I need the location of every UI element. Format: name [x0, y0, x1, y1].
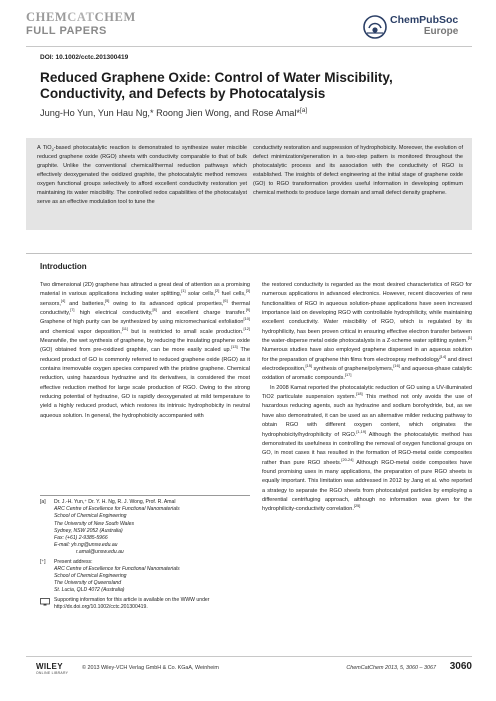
- present-address-footnote: [40, 559, 250, 595]
- author-list: [40, 108, 460, 118]
- footnote-line: ARC Centre of Excellence for Functional Nanomaterials: [54, 506, 180, 513]
- header-divider: [26, 46, 472, 47]
- footer-divider: [26, 656, 472, 657]
- chempubsoc-logo: [362, 14, 472, 42]
- chempubsoc-emblem-icon: [362, 14, 388, 40]
- wiley-subline: ONLINE LIBRARY: [36, 671, 69, 675]
- email-link[interactable]: E-mail: yh.ng@unsw.edu.au: [54, 542, 118, 549]
- footnotes: [40, 499, 250, 611]
- monitor-icon: [40, 598, 50, 606]
- footnote-line: Sydney, NSW 2052 (Australia): [54, 527, 123, 534]
- section-divider: [26, 253, 472, 254]
- abstract: [26, 138, 472, 230]
- journal-header: [26, 10, 472, 44]
- body-column-left: [40, 281, 250, 421]
- abstract-subscript: 2: [51, 147, 54, 153]
- introduction-heading: Introduction: [40, 262, 87, 271]
- journal-name: [26, 10, 136, 25]
- journal-name-prefix: CHEM: [26, 10, 68, 24]
- footnote-body: [54, 559, 250, 595]
- footnote-line: School of Chemical Engineering: [54, 573, 127, 580]
- brand-region: Europe: [423, 26, 459, 37]
- journal-name-mid: CAT: [67, 10, 95, 24]
- abstract-column-right: conductivity restoration and suppression of hydrophobicity. Moreover, the evolution of defect minimization/generation in a two-step pattern is monitored throughout the photocatalytic process and its association with the conductivity of RGO is established. The insights of defect engineering at the initial stage of graphene oxide (GO) to RGO transformation provides useful information in developing optimum chemical methods to produce large domain and small defect density graphene.: [253, 145, 463, 196]
- paragraph: In 2008 Kamat reported the photocatalytic reduction of GO using a UV-illuminated TiO2 particulate suspension system.[18] This method not only avoids the use of hazardous reducing agents, such as hydrazine and sodium borohydride, but, as we have also demonstrated, it can be used as an alternative milder reducing pathway to obtain RGO with different oxygen content, which originates the hydrophobicity/hydrophilicity of RGO.[1,19] Although the photocatalytic method has demonstrated its usefulness in controlling the removal of oxygen functional groups on GO, in most cases it has resulted in the formation of RGO-metal oxide composites rather than pure RGO sheets.[20-24] Although RGO-metal oxide composites have found promising uses in many applications, the preparation of pure RGO sheets is equally important. This limitation was addressed in 2012 by Jang et al. who reported a strategy to separate the RGO sheets from photocatalyst particles by employing a differential centrifuging approach, although no information was given for the hydrophilicity-conductivity correlation.[25]: [262, 384, 473, 513]
- citation: ChemCatChem 2013, 5, 3060 – 3067: [346, 665, 436, 671]
- section-label: FULL PAPERS: [26, 25, 107, 37]
- footnote-body: [54, 499, 250, 557]
- footnote-line: The University of New South Wales: [54, 520, 135, 527]
- footnote-line: Present address:: [54, 558, 93, 565]
- body-column-right: [262, 281, 472, 515]
- brand-text: [390, 15, 458, 37]
- supporting-info-link[interactable]: Supporting information for this article is available on the WWW under http://dx.doi.org/10.1002/cctc.201300419.: [54, 596, 210, 610]
- footnote-line: Dr. J.-H. Yun,⁺ Dr. Y. H. Ng, R. J. Wong, Prof. R. Amal: [54, 499, 176, 505]
- page-number: 3060: [449, 661, 472, 672]
- footnote-line: St. Lucia, QLD 4072 (Australia): [54, 587, 125, 594]
- journal-name-suffix: CHEM: [94, 10, 136, 24]
- wiley-logo: [36, 662, 76, 676]
- email-link[interactable]: r.amal@unsw.edu.au: [76, 549, 124, 556]
- footnote-line: School of Chemical Engineering: [54, 513, 127, 520]
- author-affiliation-mark: [a]: [299, 106, 308, 114]
- supporting-info-note: [40, 597, 250, 611]
- footnote-line: The University of Queensland: [54, 580, 122, 587]
- paragraph: the restored conductivity is regarded as the most desired characteristics of RGO for numerous applications in advanced electronics. However, recent discoveries of new functionalities of RGO in aqueous solution-phase applications have seen increased importance laid on developing RGO with controllable hydrophilicity, while maintaining excellent conductivity. Water miscibility of RGO, which is regulated by its hydrophilicity, has been proven critical in ensuring effective electron transfer between the water-disperse metal oxide photocatalysts in a Z-scheme water splitting system.[1] Numerous studies have also employed graphene dispersed in an aqueous solution for the preparation of graphene thin films from electrospray methodology[14] and direct electrodeposition,[15] synthesis of graphene/polymers,[16] and aqueous-phase catalytic oxidation of aromatic compounds.[17]: [262, 282, 472, 382]
- page-footer: [26, 662, 472, 676]
- brand-name: ChemPubSoc: [390, 14, 459, 26]
- footnote-line: ARC Centre of Excellence for Functional Nanomaterials: [54, 565, 180, 572]
- footnote-mark: [a]: [40, 499, 46, 505]
- article-title: Reduced Graphene Oxide: Control of Water Miscibility, Conductivity, and Defects by Photocatalysis: [40, 70, 393, 101]
- doi: DOI: 10.1002/cctc.201300419: [40, 54, 129, 61]
- abstract-column-left: [37, 144, 247, 207]
- footnote-divider: [40, 495, 250, 496]
- wiley-wordmark: WILEY: [36, 662, 63, 671]
- author-names: Jung-Ho Yun, Yun Hau Ng,* Roong Jien Wong, and Rose Amal*: [40, 108, 300, 118]
- abstract-text-2: -based photocatalytic reaction is demonstrated to synthesize water miscible reduced graphene oxide (RGO) sheets with conductivity comparable to that of bulk graphite. Unlike the conventional chemical/thermal reduction pathways which effectively deoxygenated the oxidized graphite, the photocatalytic method removes oxygen functional groups selectively to afford excellent conductivity restoration yet maintaining its water miscibility. The controlled redox capabilities of the photocatalyst serve as an effective modulation tool to tune the: [37, 145, 247, 205]
- footnote-line: Fax: (+61) 2-9385-5966: [54, 535, 108, 542]
- paragraph: Two dimensional (2D) graphene has attracted a great deal of attention as a promising material in various applications including water splitting,[1] solar cells,[2] fuel cells,[3] sensors,[4] and batteries,[5] owing to its advanced optical properties,[6] thermal conductivity,[7] high electrical conductivity,[8] and excellent charge transfer.[9] Graphene of high purity can be synthesized by using micromechanical exfoliation[10] and chemical vapor deposition,[11] but is restricted to small scale production.[12] Meanwhile, the wet synthesis of graphene, by reducing the insulating graphene oxide (GO) obtained from pre-oxidized graphite, can be more easily scaled up.[13] The reduced product of GO is commonly referred to reduced graphene oxide (RGO) as it contains irremovable oxygen species compared with the pristine graphene. Chemical reduction, using hazardous hydrazine and its derivatives, is considered the most effective reduction method for large scale production of RGO. Owing to the strong reducing potential of hydrazine, GO is rapidly deoxygenated at mild temperature to yield a highly reduced product, which restores its intrinsic hydrophobicity in neutral aqueous solution. In general, the hydrophobicity accompanied with: [40, 282, 251, 419]
- affiliation-footnote: [40, 499, 250, 557]
- abstract-text-1: A TiO: [37, 145, 52, 151]
- footnote-mark: [⁺]: [40, 558, 46, 565]
- copyright: © 2013 Wiley-VCH Verlag GmbH & Co. KGaA, Weinheim: [82, 665, 219, 671]
